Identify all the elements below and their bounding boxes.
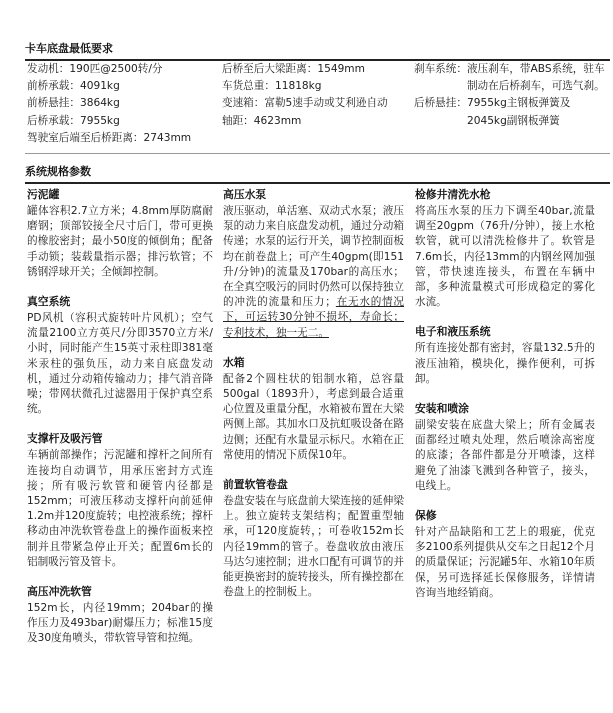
spec-heading: 真空系统 [27,295,71,309]
spec-value: 3864kg [79,97,120,110]
spec-front-suspension [27,95,222,112]
spec-heading: 污泥罐 [27,188,60,201]
specs-column-1 [27,187,213,647]
spec-label: 变速箱： [222,97,265,110]
spec-engine [27,61,222,78]
spec-text: PD风机（容积式旋转叶片风机）；空气流量2100立方英尺/分即3570立方米/小时，同时能产生15英寸汞柱即381毫米汞柱的强负压，动力来自底盘发动机，通过分动箱传输动力；排气消音降噪；带网状微孔过滤器用于保护真空系统。 [27,312,213,416]
requirements-column-3 [414,61,610,130]
spec-transmission [222,95,412,112]
spec-label: 后桥悬挂： [414,97,467,110]
spec-text: 152m长，内径19mm；204bar的操作压力及493bar)耐爆压力；标准15度及30度角喷头，带软管导管和拉绳。 [27,602,213,645]
spec-text [223,204,404,341]
requirements-column-1 [27,61,222,147]
spec-text: 将高压水泵的压力下调至40bar,流量调至20gpm（76升/分钟），接上水枪软管，就可以清洗检修井了。软管是7.6m长，内径13mm的内钢丝网加强管，带快速连接头，布置在车辆中部，多种流量模式可形成稳定的雾化水流。 [415,205,595,309]
spec-text: 罐体容积2.7立方米；4.8mm厚防腐耐磨钢；顶部铰接全尺寸后门，带可更换的橡胶密封；最小50度的倾倒角；配备手动锁；装载量指示器；排污软管；不锈钢浮球开关；全倾卸控制。 [27,205,213,278]
spec-heading: 安装和喷涂 [415,402,469,416]
spec-value: 4091kg [79,80,120,93]
spec-block-install-paint [415,401,595,494]
spec-label: 刹车系统： [414,63,467,75]
spec-text: 副梁安装在底盘大梁上；所有金属表面都经过喷丸处理，然后喷涂高密度的底漆；各部件都是分开喷漆，这样避免了油漆飞溅到各种管子，接头，电线上。 [415,419,595,492]
spec-value: 2743mm [143,131,192,144]
specs-column-2 [223,187,404,600]
spec-label: 后桥承载： [27,114,80,127]
spec-heading: 高压冲洗软管 [27,585,92,599]
spec-block-warranty [415,508,595,601]
requirements-column-2 [222,61,412,130]
spec-text: 卷盘安装在与底盘前大梁连接的延伸梁上。独立旋转支架结构；配置重型轴承，可120度旋转，；可卷收152m长内径19mm的管子。卷盘收放由液压马达匀速控制；进水口配有可调节的并能更换密封的旋转接头，所有操控都在卷盘上的控制板上。 [223,495,404,599]
spec-cab-to-axle [27,130,222,147]
spec-heading: 高压水泵 [223,188,267,201]
spec-front-axle-load [27,78,222,95]
spec-block-boom-and-suction [27,431,213,570]
spec-brake-system [414,61,610,95]
spec-heading: 电子和液压系统 [415,325,491,339]
spec-label: 发动机： [27,63,70,75]
spec-block-high-pressure-pump [223,187,404,341]
spec-heading: 检修井清洗水枪 [415,188,491,201]
spec-block-manhole-gun [415,187,595,310]
spec-label: 后桥至后大梁距离： [222,63,318,75]
spec-block-high-pressure-hose [27,584,213,647]
spec-block-front-hose-reel [223,477,404,600]
spec-axle-to-frame-end [222,61,412,78]
spec-block-electric-hydraulic [415,324,595,387]
spec-label: 前桥悬挂： [27,97,80,110]
spec-label: 前桥承载： [27,80,80,93]
spec-value: 富勒5速手动或艾利逊自动 [264,97,388,110]
spec-value: 11818kg [274,80,322,93]
spec-text-underlined: 在无水的情况下，可运转30分钟不损坏，寿命长；专利技术，独一无二。 [223,296,405,339]
section-title-system-specs: 系统规格参数 [25,163,610,184]
spec-value: 1549mm [317,63,365,75]
spec-text: 配备2个圆柱状的铝制水箱，总容量500gal（1893升），考虑到最合适重心位置及重量分配，水箱被布置在大梁两侧上部。其加水口及抗虹吸设备在路边侧；还配有水量显示标尺。水箱在正常使用的情况下质保10年。 [223,372,404,461]
spec-heading: 保修 [415,509,437,523]
spec-wheelbase [222,113,412,130]
spec-text: 针对产品缺陷和工艺上的瑕疵，优克多2100系列提供从交车之日起12个月的质量保证；污泥罐5年、水箱10年质保，另可选择延长保修服务，详情请咨询当地经销商。 [415,526,595,599]
spec-heading: 水箱 [223,355,245,369]
specs-column-3 [415,187,595,601]
section-title-minimum-requirements: 卡车底盘最低要求 [25,40,610,61]
divider [25,153,610,154]
spec-block-vacuum-system [27,294,213,417]
spec-value: 4623mm [253,114,302,127]
spec-value: 7955kg主钢板弹簧及2045kg副钢板弹簧 [466,97,571,127]
spec-text: 车辆前部操作；污泥罐和撑杆之间所有连接均自动调节，用承压密封方式连接；所有吸污软管和硬管内径都是152mm；可液压移动支撑杆向前延伸1.2m并120度旋转；电控液系统；撑杆移动由冲洗软管卷盘上的操作面板来控制并且带紧急停止开关；配置6m长的铝制吸污管及管卡。 [27,449,213,568]
spec-heading: 支撑杆及吸污管 [27,432,103,446]
spec-value: 190匹@2500转/分 [69,63,163,75]
spec-label: 轴距： [222,114,254,127]
spec-label: 驾驶室后端至后桥距离： [27,131,144,144]
spec-block-water-tank [223,355,404,463]
spec-label: 车货总重： [222,80,275,93]
spec-block-sludge-tank [27,187,213,280]
spec-value: 液压刹车，带ABS系统，驻车制动在后桥刹车，可选气刹。 [466,63,605,93]
spec-value: 7955kg [79,114,120,127]
spec-gross-weight [222,78,412,95]
spec-rear-axle-load [27,113,222,130]
spec-heading: 前置软管卷盘 [223,478,288,492]
spec-rear-suspension [414,95,610,129]
spec-text: 所有连接处都有密封，容量132.5升的液压油箱，模块化，操作便利，可拆卸。 [415,342,595,385]
spec-text-main: 液压驱动，单活塞、双动式水泵；液压泵的动力来自底盘发动机，通过分动箱传递；水泵的运行开关，调节控制面板均在前卷盘上；可产生40gpm(即151升/分钟)的流量及170bar的高压水；在全真空吸污的同时仍然可以保持独立的冲洗的流量和压力； [223,205,404,309]
